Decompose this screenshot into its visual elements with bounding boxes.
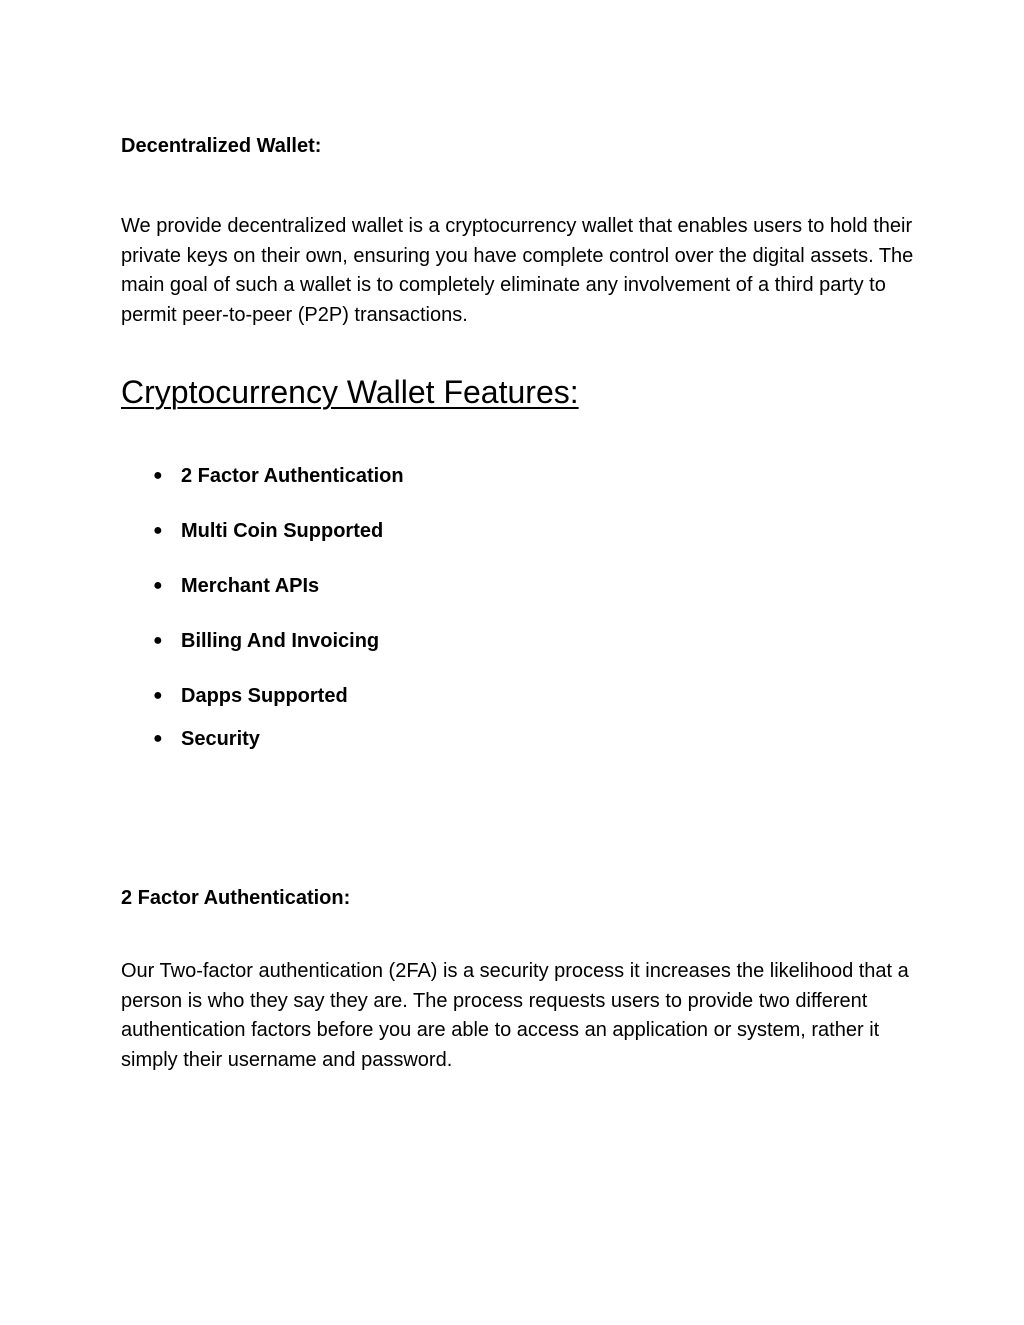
- bullet-icon: ●: [153, 687, 163, 704]
- feature-label: Dapps Supported: [181, 685, 348, 707]
- bullet-icon: ●: [153, 467, 163, 484]
- feature-label: Billing And Invoicing: [181, 630, 380, 652]
- bullet-icon: ●: [153, 577, 163, 594]
- feature-label: Security: [181, 728, 260, 750]
- bullet-icon: ●: [153, 632, 163, 649]
- feature-label: Merchant APIs: [181, 575, 320, 597]
- twofa-section-paragraph: Our Two-factor authentication (2FA) is a security process it increases the likelihood that a person is who they say they are. The process requests users to provide two different authentication factors before you are able to access an application or system, rather it simply their username and password.: [121, 960, 909, 1071]
- feature-label: Multi Coin Supported: [181, 520, 384, 542]
- bullet-icon: ●: [153, 522, 163, 539]
- wallet-section-paragraph: We provide decentralized wallet is a cryptocurrency wallet that enables users to hold their private keys on their own, ensuring you have complete control over the digital assets. The main goal of such a wallet is to completely eliminate any involvement of a third party to permit peer-to-peer (P2P) transactions.: [121, 215, 914, 326]
- feature-label: 2 Factor Authentication: [181, 465, 404, 487]
- twofa-section-heading: 2 Factor Authentication:: [121, 887, 351, 909]
- wallet-section-heading: Decentralized Wallet:: [121, 135, 322, 157]
- features-section-heading: Cryptocurrency Wallet Features:: [121, 374, 579, 410]
- bullet-icon: ●: [153, 730, 163, 747]
